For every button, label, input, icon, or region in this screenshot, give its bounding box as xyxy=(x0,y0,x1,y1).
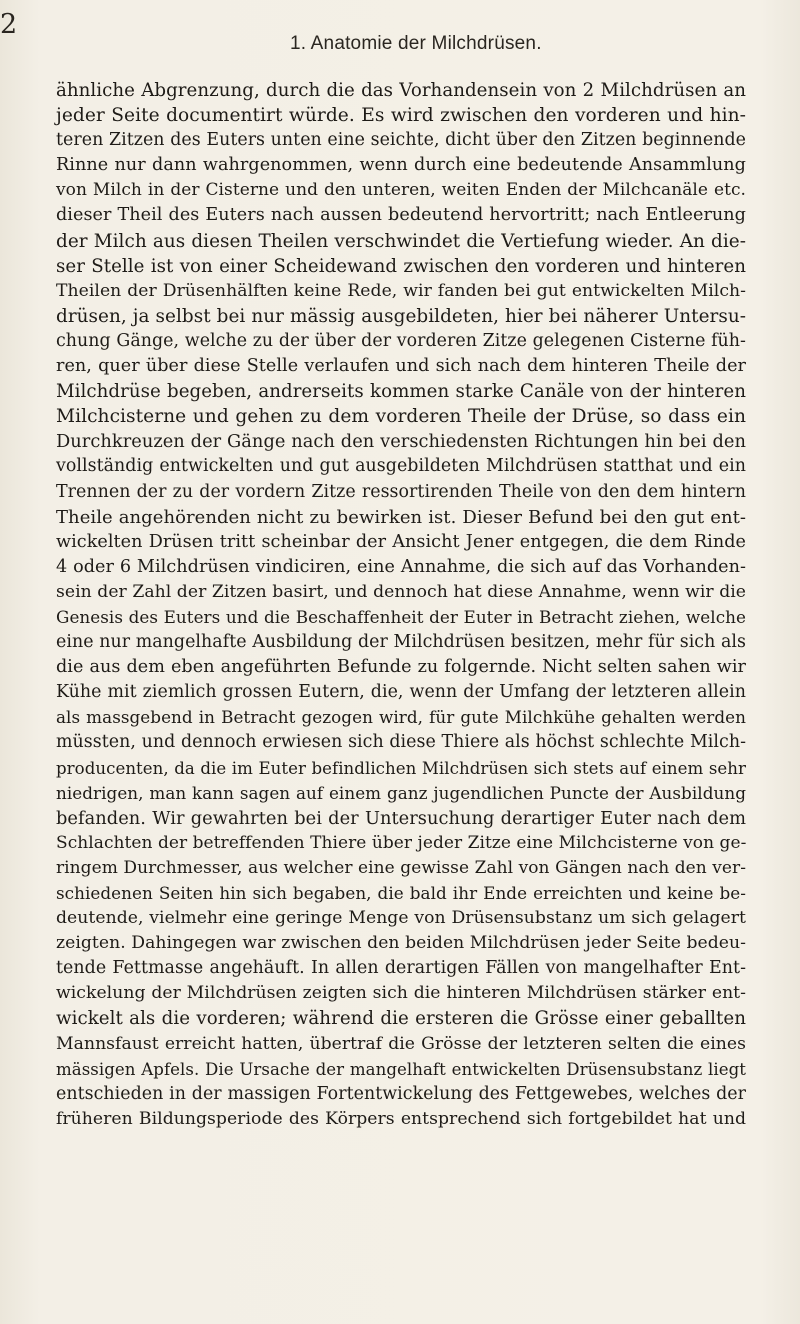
text-line: 4 oder 6 Milchdrüsen vindiciren, eine Annahme, die sich auf das Vorhanden- xyxy=(56,556,746,577)
text-line: befanden. Wir gewahrten bei der Untersuchung derartiger Euter nach dem xyxy=(56,807,746,829)
text-line: der Milch aus diesen Theilen verschwindet die Vertiefung wieder. An die- xyxy=(56,230,746,252)
text-line: drüsen, ja selbst bei nur mässig ausgebildeten, hier bei näherer Untersu- xyxy=(56,305,746,327)
text-line: als massgebend in Betracht gezogen wird, für gute Milchkühe gehalten werden xyxy=(56,707,746,728)
text-line: niedrigen, man kann sagen auf einem ganz jugendlichen Puncte der Ausbildung xyxy=(56,782,746,803)
text-line: wickelt als die vorderen; während die ersteren die Grösse einer geballten xyxy=(56,1008,746,1030)
text-line: ren, quer über diese Stelle verlaufen und sich nach dem hinteren Theile der xyxy=(56,356,746,377)
text-line: Trennen der zu der vordern Zitze ressortirenden Theile von den dem hintern xyxy=(56,481,746,502)
text-line: eine nur mangelhafte Ausbildung der Milchdrüsen besitzen, mehr für sich als xyxy=(56,632,746,653)
text-line: tende Fettmasse angehäuft. In allen derartigen Fällen von mangelhafter Ent- xyxy=(56,958,746,979)
body-text xyxy=(56,78,746,1132)
text-line: Genesis des Euters und die Beschaffenheit der Euter in Betracht ziehen, welche xyxy=(56,606,746,627)
text-line: teren Zitzen des Euters unten eine seichte, dicht über den Zitzen beginnende xyxy=(56,130,746,151)
text-line: Milchdrüse begeben, andrerseits kommen starke Canäle von der hinteren xyxy=(56,381,746,403)
text-line: Milchcisterne und gehen zu dem vorderen Theile der Drüse, so dass ein xyxy=(56,406,746,428)
text-line: zeigten. Dahingegen war zwischen den beiden Milchdrüsen jeder Seite bedeu- xyxy=(56,933,746,954)
text-line: von Milch in der Cisterne und den unteren, weiten Enden der Milchcanäle etc. xyxy=(56,180,746,201)
text-line: producenten, da die im Euter befindlichen Milchdrüsen sich stets auf einem sehr xyxy=(56,758,746,778)
text-line: dieser Theil des Euters nach aussen bedeutend hervortritt; nach Entleerung xyxy=(56,205,746,226)
text-line: müssten, und dennoch erwiesen sich diese Thiere als höchst schlechte Milch- xyxy=(56,732,746,753)
text-line: mässigen Apfels. Die Ursache der mangelhaft entwickelten Drüsensubstanz liegt xyxy=(56,1059,746,1079)
text-line: Rinne nur dann wahrgenommen, wenn durch eine bedeutende Ansammlung xyxy=(56,155,746,176)
text-line: ringem Durchmesser, aus welcher eine gewisse Zahl von Gängen nach den ver- xyxy=(56,857,746,878)
text-line: vollständig entwickelten und gut ausgebildeten Milchdrüsen statthat und ein xyxy=(56,456,746,477)
text-line: deutende, vielmehr eine geringe Menge von Drüsensubstanz um sich gelagert xyxy=(56,908,746,929)
text-line: ser Stelle ist von einer Scheidewand zwischen den vorderen und hinteren xyxy=(56,255,746,277)
page-number: 2 xyxy=(0,9,18,40)
text-line: sein der Zahl der Zitzen basirt, und dennoch hat diese Annahme, wenn wir die xyxy=(56,581,747,602)
text-line: schiedenen Seiten hin sich begaben, die bald ihr Ende erreichten und keine be- xyxy=(56,883,746,903)
text-line: Mannsfaust erreicht hatten, übertraf die Grösse der letzteren selten die eines xyxy=(56,1033,746,1054)
text-line: Durchkreuzen der Gänge nach den verschiedensten Richtungen hin bei den xyxy=(56,431,746,453)
text-line: entschieden in der massigen Fortentwickelung des Fettgewebes, welches der xyxy=(56,1083,746,1104)
running-head: 1. Anatomie der Milchdrüsen. xyxy=(290,33,542,54)
text-line: die aus dem eben angeführten Befunde zu folgernde. Nicht selten sahen wir xyxy=(56,657,746,678)
text-line: Theilen der Drüsenhälften keine Rede, wir fanden bei gut entwickelten Milch- xyxy=(56,280,746,301)
text-line: Theile angehörenden nicht zu bewirken ist. Dieser Befund bei den gut ent- xyxy=(56,506,746,528)
text-line: früheren Bildungsperiode des Körpers entsprechend sich fortgebildet hat und xyxy=(56,1108,746,1129)
text-line: Kühe mit ziemlich grossen Eutern, die, wenn der Umfang der letzteren allein xyxy=(56,682,746,703)
text-line: Schlachten der betreffenden Thiere über jeder Zitze eine Milchcisterne von ge- xyxy=(56,832,747,853)
text-line: jeder Seite documentirt würde. Es wird zwischen den vorderen und hin- xyxy=(56,105,746,127)
text-line: wickelten Drüsen tritt scheinbar der Ansicht Jener entgegen, die dem Rinde xyxy=(56,531,746,552)
text-line: chung Gänge, welche zu der über der vorderen Zitze gelegenen Cisterne füh- xyxy=(56,330,746,351)
text-line: wickelung der Milchdrüsen zeigten sich die hinteren Milchdrüsen stärker ent- xyxy=(56,983,746,1004)
text-line: ähnliche Abgrenzung, durch die das Vorhandensein von 2 Milchdrüsen an xyxy=(56,80,746,101)
